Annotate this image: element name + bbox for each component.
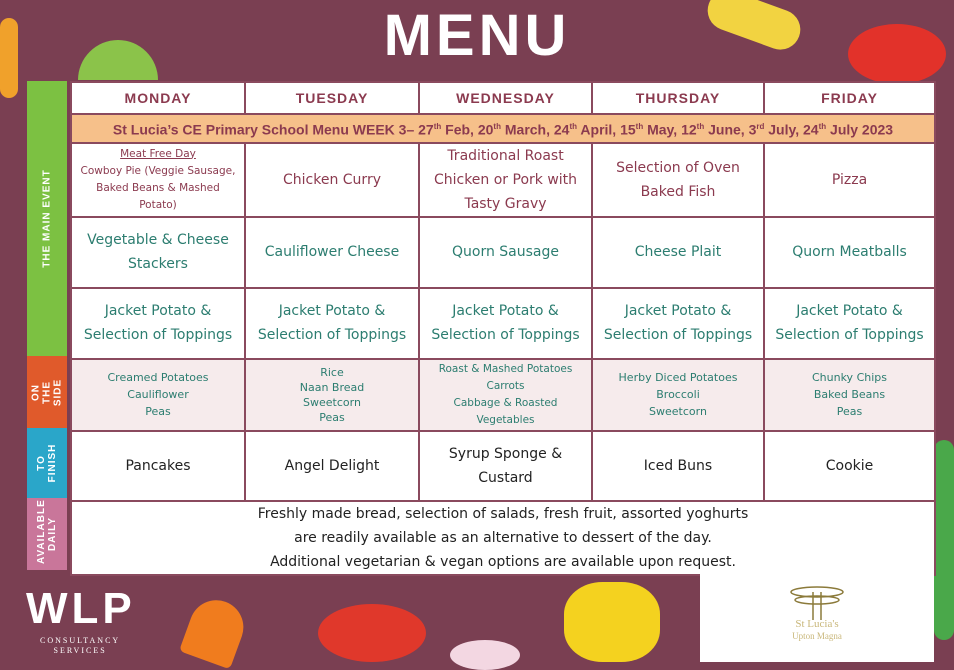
section-main-event xyxy=(27,81,67,356)
banner-sup: th xyxy=(696,122,705,131)
side-item: Peas xyxy=(319,410,345,424)
main-row-3 xyxy=(71,288,935,359)
banner-date: April, 15 xyxy=(577,121,636,138)
section-on-side-label: ON THE SIDE xyxy=(30,378,64,406)
school-logo-place: Upton Magna xyxy=(792,631,842,641)
banner-date: July 2023 xyxy=(826,121,894,138)
day-monday: MONDAY xyxy=(71,82,245,114)
jacket-tuesday: Jacket Potato & Selection of Toppings xyxy=(245,288,419,359)
school-logo-box xyxy=(700,574,934,662)
meat-free-label: Meat Free Day xyxy=(120,147,196,160)
veg-wednesday: Quorn Sausage xyxy=(419,217,592,288)
tomato-slice-decoration xyxy=(318,604,426,662)
side-item: Sweetcorn xyxy=(303,395,361,409)
meat-free-dish: Cowboy Pie (Veggie Sausage, Baked Beans & Mashed Potato) xyxy=(80,164,236,211)
side-item: Broccoli xyxy=(656,388,700,402)
school-logo-name: St Lucia's xyxy=(795,618,839,630)
jacket-wednesday: Jacket Potato & Selection of Toppings xyxy=(419,288,592,359)
banner-sup: th xyxy=(818,122,827,131)
daily-line: Freshly made bread, selection of salads, fresh fruit, assorted yoghurts xyxy=(257,505,749,522)
finish-friday: Cookie xyxy=(764,431,935,501)
finish-tuesday: Angel Delight xyxy=(245,431,419,501)
carrot-decoration xyxy=(179,593,251,670)
wlp-logo: WLP xyxy=(26,584,136,633)
side-item: Chunky Chips xyxy=(811,371,887,385)
daily-options xyxy=(71,501,935,575)
week-banner-row xyxy=(71,114,935,143)
jacket-monday: Jacket Potato & Selection of Toppings xyxy=(71,288,245,359)
daily-row xyxy=(71,501,935,575)
banner-sup: rd xyxy=(756,122,765,131)
jacket-friday: Jacket Potato & Selection of Toppings xyxy=(764,288,935,359)
banner-sup: th xyxy=(569,122,578,131)
main-tuesday: Chicken Curry xyxy=(245,143,419,217)
menu-table xyxy=(70,81,936,576)
page-title: MENU xyxy=(383,3,571,68)
side-item: Carrots xyxy=(486,379,525,392)
main-thursday: Selection of Oven Baked Fish xyxy=(592,143,764,217)
side-thursday xyxy=(592,359,764,431)
side-tuesday xyxy=(245,359,419,431)
side-item: Creamed Potatoes xyxy=(107,371,209,385)
section-main-event-label: THE MAIN EVENT xyxy=(41,169,53,268)
section-available-label: AVAILABLE DAILY xyxy=(36,499,58,564)
finish-row xyxy=(71,431,935,501)
day-tuesday: TUESDAY xyxy=(245,82,419,114)
veg-tuesday: Cauliflower Cheese xyxy=(245,217,419,288)
yellow-pepper-decoration xyxy=(564,582,660,662)
jacket-thursday: Jacket Potato & Selection of Toppings xyxy=(592,288,764,359)
side-item: Rice xyxy=(320,365,344,379)
finish-wednesday: Syrup Sponge & Custard xyxy=(419,431,592,501)
main-row-1 xyxy=(71,143,935,217)
finish-monday: Pancakes xyxy=(71,431,245,501)
week-banner xyxy=(71,114,935,143)
banner-date: Feb, 20 xyxy=(441,121,494,138)
main-monday xyxy=(71,143,245,217)
banner-sup: th xyxy=(433,122,442,131)
wlp-logo-subtitle xyxy=(40,636,120,656)
day-wednesday: WEDNESDAY xyxy=(419,82,592,114)
finish-thursday: Iced Buns xyxy=(592,431,764,501)
side-item: Naan Bread xyxy=(299,380,365,394)
side-item: Roast & Mashed Potatoes xyxy=(438,362,573,375)
side-friday xyxy=(764,359,935,431)
section-to-finish xyxy=(27,428,67,498)
daily-line: are readily available as an alternative to dessert of the day. xyxy=(294,529,712,546)
main-wednesday: Traditional Roast Chicken or Pork with Tasty Gravy xyxy=(419,143,592,217)
side-item: Peas xyxy=(145,405,171,419)
day-header-row xyxy=(71,82,935,114)
banner-prefix: St Lucia’s CE Primary School Menu WEEK 3– 27 xyxy=(112,121,434,138)
daily-line: Additional vegetarian & vegan options are available upon request. xyxy=(270,553,736,570)
section-to-finish-label: TO FINISH xyxy=(36,443,58,483)
banner-sup: th xyxy=(635,122,644,131)
banner-date: March, 24 xyxy=(500,121,570,138)
side-item: Cabbage & Roasted Vegetables xyxy=(453,396,558,426)
side-wednesday xyxy=(419,359,592,431)
main-friday: Pizza xyxy=(764,143,935,217)
day-friday: FRIDAY xyxy=(764,82,935,114)
wlp-sub-line: CONSULTANCY xyxy=(40,636,121,645)
onion-decoration xyxy=(450,640,520,670)
side-item: Peas xyxy=(836,405,863,419)
banner-sup: th xyxy=(493,122,501,131)
day-thursday: THURSDAY xyxy=(592,82,764,114)
section-on-side xyxy=(27,356,67,428)
main-row-2 xyxy=(71,217,935,288)
side-row xyxy=(71,359,935,431)
veg-monday: Vegetable & Cheese Stackers xyxy=(71,217,245,288)
side-item: Sweetcorn xyxy=(649,405,707,419)
wlp-sub-line: SERVICES xyxy=(53,646,107,655)
banner-date: June, 3 xyxy=(704,121,757,138)
side-item: Cauliflower xyxy=(127,388,189,402)
section-available xyxy=(27,498,67,570)
banner-date: May, 12 xyxy=(643,121,697,138)
side-item: Baked Beans xyxy=(813,388,886,402)
veg-thursday: Cheese Plait xyxy=(592,217,764,288)
chilli-decoration xyxy=(934,440,954,640)
side-monday xyxy=(71,359,245,431)
banner-date: July, 24 xyxy=(764,121,819,138)
veg-friday: Quorn Meatballs xyxy=(764,217,935,288)
side-item: Herby Diced Potatoes xyxy=(618,371,738,385)
